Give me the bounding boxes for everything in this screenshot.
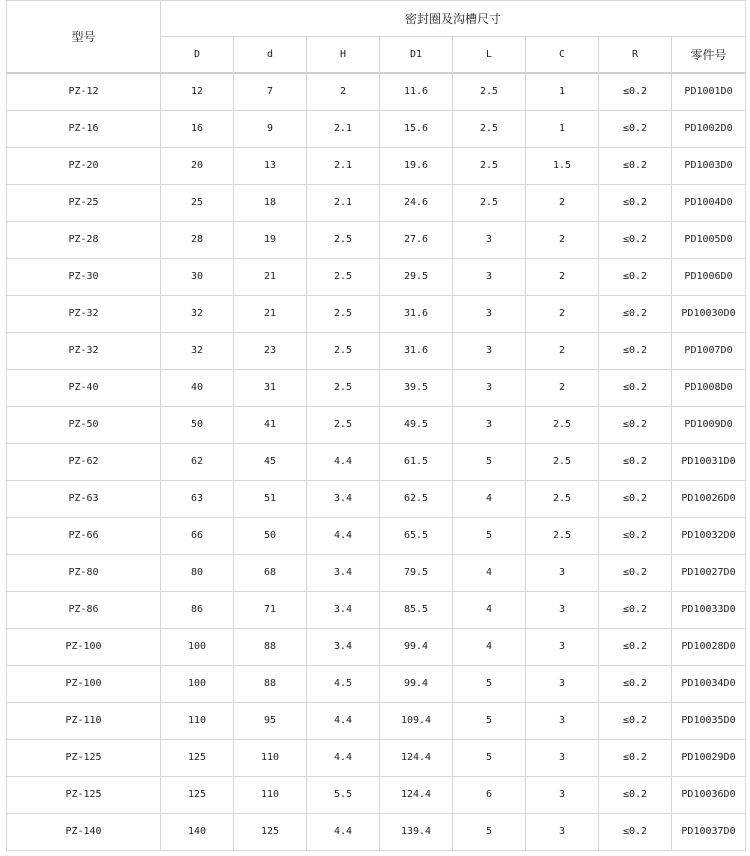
model-cell: PZ-80 — [7, 554, 161, 591]
H-cell: 2 — [307, 73, 380, 110]
table-header — [7, 1, 746, 74]
part-number-cell: PD10033D0 — [672, 591, 746, 628]
D-cell: 100 — [161, 628, 234, 665]
L-cell: 5 — [453, 702, 526, 739]
part-number-cell: PD1007D0 — [672, 332, 746, 369]
table-row — [7, 702, 746, 739]
R-cell: ≤0.2 — [599, 332, 672, 369]
D1-cell: 79.5 — [380, 554, 453, 591]
R-cell: ≤0.2 — [599, 813, 672, 850]
R-cell: ≤0.2 — [599, 258, 672, 295]
R-cell: ≤0.2 — [599, 702, 672, 739]
H-cell: 3.4 — [307, 628, 380, 665]
L-cell: 3 — [453, 258, 526, 295]
d-cell: 7 — [234, 73, 307, 110]
D1-cell: 99.4 — [380, 628, 453, 665]
table-row — [7, 739, 746, 776]
table-row — [7, 406, 746, 443]
L-cell: 5 — [453, 517, 526, 554]
d-cell: 110 — [234, 776, 307, 813]
R-cell: ≤0.2 — [599, 517, 672, 554]
D-cell: 63 — [161, 480, 234, 517]
table-row — [7, 369, 746, 406]
D-cell: 20 — [161, 147, 234, 184]
R-cell: ≤0.2 — [599, 591, 672, 628]
part-number-cell: PD10031D0 — [672, 443, 746, 480]
H-cell: 3.4 — [307, 480, 380, 517]
D1-cell: 85.5 — [380, 591, 453, 628]
d-cell: 88 — [234, 628, 307, 665]
model-cell: PZ-25 — [7, 184, 161, 221]
table-row — [7, 776, 746, 813]
H-cell: 2.1 — [307, 184, 380, 221]
model-cell: PZ-66 — [7, 517, 161, 554]
C-cell: 2.5 — [526, 517, 599, 554]
D1-cell: 61.5 — [380, 443, 453, 480]
d-cell: 9 — [234, 110, 307, 147]
part-number-cell: PD10028D0 — [672, 628, 746, 665]
C-cell: 2 — [526, 295, 599, 332]
d-cell: 41 — [234, 406, 307, 443]
C-cell: 3 — [526, 739, 599, 776]
R-cell: ≤0.2 — [599, 147, 672, 184]
model-cell: PZ-16 — [7, 110, 161, 147]
R-cell: ≤0.2 — [599, 73, 672, 110]
H-cell: 4.5 — [307, 665, 380, 702]
d-cell: 68 — [234, 554, 307, 591]
D1-cell: 39.5 — [380, 369, 453, 406]
model-cell: PZ-28 — [7, 221, 161, 258]
D1-cell: 31.6 — [380, 295, 453, 332]
D1-cell: 15.6 — [380, 110, 453, 147]
part-number-cell: PD1002D0 — [672, 110, 746, 147]
part-number-cell: PD10037D0 — [672, 813, 746, 850]
R-cell: ≤0.2 — [599, 480, 672, 517]
R-cell: ≤0.2 — [599, 184, 672, 221]
part-number-cell: PD10036D0 — [672, 776, 746, 813]
d-cell: 71 — [234, 591, 307, 628]
R-cell: ≤0.2 — [599, 443, 672, 480]
D-cell: 86 — [161, 591, 234, 628]
L-cell: 4 — [453, 591, 526, 628]
H-cell: 4.4 — [307, 739, 380, 776]
model-cell: PZ-32 — [7, 332, 161, 369]
model-cell: PZ-100 — [7, 665, 161, 702]
C-cell: 2.5 — [526, 406, 599, 443]
D-cell: 50 — [161, 406, 234, 443]
H-cell: 4.4 — [307, 443, 380, 480]
column-header-C: C — [526, 37, 599, 74]
d-cell: 21 — [234, 258, 307, 295]
C-cell: 3 — [526, 702, 599, 739]
model-cell: PZ-62 — [7, 443, 161, 480]
H-cell: 2.1 — [307, 147, 380, 184]
table-row — [7, 554, 746, 591]
D-cell: 62 — [161, 443, 234, 480]
C-cell: 3 — [526, 776, 599, 813]
part-number-cell: PD1004D0 — [672, 184, 746, 221]
D1-cell: 109.4 — [380, 702, 453, 739]
model-cell: PZ-32 — [7, 295, 161, 332]
column-header-L: L — [453, 37, 526, 74]
seal-groove-dimension-table — [6, 0, 746, 851]
R-cell: ≤0.2 — [599, 221, 672, 258]
D1-cell: 62.5 — [380, 480, 453, 517]
model-cell: PZ-86 — [7, 591, 161, 628]
d-cell: 45 — [234, 443, 307, 480]
L-cell: 3 — [453, 332, 526, 369]
part-number-cell: PD10027D0 — [672, 554, 746, 591]
H-cell: 4.4 — [307, 702, 380, 739]
column-header-D1: D1 — [380, 37, 453, 74]
D1-cell: 124.4 — [380, 739, 453, 776]
table-row — [7, 147, 746, 184]
L-cell: 6 — [453, 776, 526, 813]
R-cell: ≤0.2 — [599, 295, 672, 332]
d-cell: 18 — [234, 184, 307, 221]
D1-cell: 27.6 — [380, 221, 453, 258]
L-cell: 4 — [453, 480, 526, 517]
model-cell: PZ-40 — [7, 369, 161, 406]
model-cell: PZ-125 — [7, 739, 161, 776]
C-cell: 1 — [526, 110, 599, 147]
d-cell: 125 — [234, 813, 307, 850]
L-cell: 5 — [453, 739, 526, 776]
D-cell: 30 — [161, 258, 234, 295]
part-number-cell: PD10030D0 — [672, 295, 746, 332]
model-cell: PZ-110 — [7, 702, 161, 739]
D-cell: 12 — [161, 73, 234, 110]
d-cell: 31 — [234, 369, 307, 406]
D-cell: 25 — [161, 184, 234, 221]
H-cell: 2.5 — [307, 258, 380, 295]
table-row — [7, 73, 746, 110]
table-row — [7, 443, 746, 480]
D-cell: 40 — [161, 369, 234, 406]
part-number-cell: PD10029D0 — [672, 739, 746, 776]
column-header-H: H — [307, 37, 380, 74]
L-cell: 5 — [453, 443, 526, 480]
H-cell: 2.5 — [307, 221, 380, 258]
D1-cell: 24.6 — [380, 184, 453, 221]
model-cell: PZ-30 — [7, 258, 161, 295]
column-header-D: D — [161, 37, 234, 74]
d-cell: 50 — [234, 517, 307, 554]
part-number-cell: PD10035D0 — [672, 702, 746, 739]
C-cell: 2 — [526, 221, 599, 258]
table-row — [7, 295, 746, 332]
L-cell: 2.5 — [453, 147, 526, 184]
model-cell: PZ-12 — [7, 73, 161, 110]
table-row — [7, 628, 746, 665]
model-cell: PZ-125 — [7, 776, 161, 813]
model-cell: PZ-20 — [7, 147, 161, 184]
D-cell: 66 — [161, 517, 234, 554]
d-cell: 23 — [234, 332, 307, 369]
C-cell: 2 — [526, 369, 599, 406]
table-row — [7, 517, 746, 554]
D-cell: 32 — [161, 332, 234, 369]
part-number-cell: PD10032D0 — [672, 517, 746, 554]
D-cell: 110 — [161, 702, 234, 739]
L-cell: 3 — [453, 406, 526, 443]
part-number-cell: PD10034D0 — [672, 665, 746, 702]
C-cell: 3 — [526, 628, 599, 665]
table-row — [7, 221, 746, 258]
R-cell: ≤0.2 — [599, 369, 672, 406]
d-cell: 88 — [234, 665, 307, 702]
D-cell: 80 — [161, 554, 234, 591]
C-cell: 3 — [526, 813, 599, 850]
L-cell: 3 — [453, 221, 526, 258]
R-cell: ≤0.2 — [599, 776, 672, 813]
model-cell: PZ-100 — [7, 628, 161, 665]
H-cell: 4.4 — [307, 517, 380, 554]
D-cell: 32 — [161, 295, 234, 332]
D1-cell: 29.5 — [380, 258, 453, 295]
model-cell: PZ-140 — [7, 813, 161, 850]
R-cell: ≤0.2 — [599, 739, 672, 776]
part-number-cell: PD10026D0 — [672, 480, 746, 517]
L-cell: 2.5 — [453, 73, 526, 110]
L-cell: 2.5 — [453, 184, 526, 221]
R-cell: ≤0.2 — [599, 628, 672, 665]
D1-cell: 139.4 — [380, 813, 453, 850]
D1-cell: 124.4 — [380, 776, 453, 813]
table-row — [7, 591, 746, 628]
d-cell: 19 — [234, 221, 307, 258]
column-header-R: R — [599, 37, 672, 74]
R-cell: ≤0.2 — [599, 110, 672, 147]
C-cell: 3 — [526, 665, 599, 702]
d-cell: 21 — [234, 295, 307, 332]
d-cell: 95 — [234, 702, 307, 739]
model-column-header: 型号 — [7, 1, 161, 74]
column-header-part-number: 零件号 — [672, 37, 746, 74]
H-cell: 2.5 — [307, 332, 380, 369]
d-cell: 51 — [234, 480, 307, 517]
L-cell: 5 — [453, 665, 526, 702]
D-cell: 16 — [161, 110, 234, 147]
part-number-cell: PD1001D0 — [672, 73, 746, 110]
part-number-cell: PD1009D0 — [672, 406, 746, 443]
L-cell: 4 — [453, 628, 526, 665]
table-row — [7, 480, 746, 517]
C-cell: 3 — [526, 591, 599, 628]
D-cell: 125 — [161, 776, 234, 813]
table-row — [7, 184, 746, 221]
seal-groove-group-header: 密封圈及沟槽尺寸 — [161, 1, 746, 37]
model-cell: PZ-63 — [7, 480, 161, 517]
table-body — [7, 73, 746, 850]
table-row — [7, 813, 746, 850]
L-cell: 2.5 — [453, 110, 526, 147]
column-header-d: d — [234, 37, 307, 74]
D-cell: 100 — [161, 665, 234, 702]
H-cell: 2.5 — [307, 295, 380, 332]
C-cell: 1 — [526, 73, 599, 110]
C-cell: 1.5 — [526, 147, 599, 184]
part-number-cell: PD1003D0 — [672, 147, 746, 184]
D1-cell: 19.6 — [380, 147, 453, 184]
table-row — [7, 332, 746, 369]
L-cell: 3 — [453, 369, 526, 406]
d-cell: 110 — [234, 739, 307, 776]
D-cell: 28 — [161, 221, 234, 258]
H-cell: 4.4 — [307, 813, 380, 850]
H-cell: 3.4 — [307, 591, 380, 628]
H-cell: 3.4 — [307, 554, 380, 591]
table-row — [7, 258, 746, 295]
H-cell: 2.5 — [307, 406, 380, 443]
C-cell: 2.5 — [526, 480, 599, 517]
part-number-cell: PD1005D0 — [672, 221, 746, 258]
table-row — [7, 110, 746, 147]
H-cell: 2.1 — [307, 110, 380, 147]
C-cell: 2 — [526, 258, 599, 295]
R-cell: ≤0.2 — [599, 406, 672, 443]
D1-cell: 65.5 — [380, 517, 453, 554]
table-row — [7, 665, 746, 702]
L-cell: 5 — [453, 813, 526, 850]
D1-cell: 49.5 — [380, 406, 453, 443]
D-cell: 125 — [161, 739, 234, 776]
D1-cell: 11.6 — [380, 73, 453, 110]
C-cell: 2.5 — [526, 443, 599, 480]
D-cell: 140 — [161, 813, 234, 850]
H-cell: 5.5 — [307, 776, 380, 813]
D1-cell: 31.6 — [380, 332, 453, 369]
C-cell: 2 — [526, 332, 599, 369]
C-cell: 2 — [526, 184, 599, 221]
part-number-cell: PD1006D0 — [672, 258, 746, 295]
part-number-cell: PD1008D0 — [672, 369, 746, 406]
d-cell: 13 — [234, 147, 307, 184]
H-cell: 2.5 — [307, 369, 380, 406]
R-cell: ≤0.2 — [599, 665, 672, 702]
model-cell: PZ-50 — [7, 406, 161, 443]
R-cell: ≤0.2 — [599, 554, 672, 591]
D1-cell: 99.4 — [380, 665, 453, 702]
L-cell: 3 — [453, 295, 526, 332]
L-cell: 4 — [453, 554, 526, 591]
C-cell: 3 — [526, 554, 599, 591]
spec-table-container — [6, 0, 745, 851]
